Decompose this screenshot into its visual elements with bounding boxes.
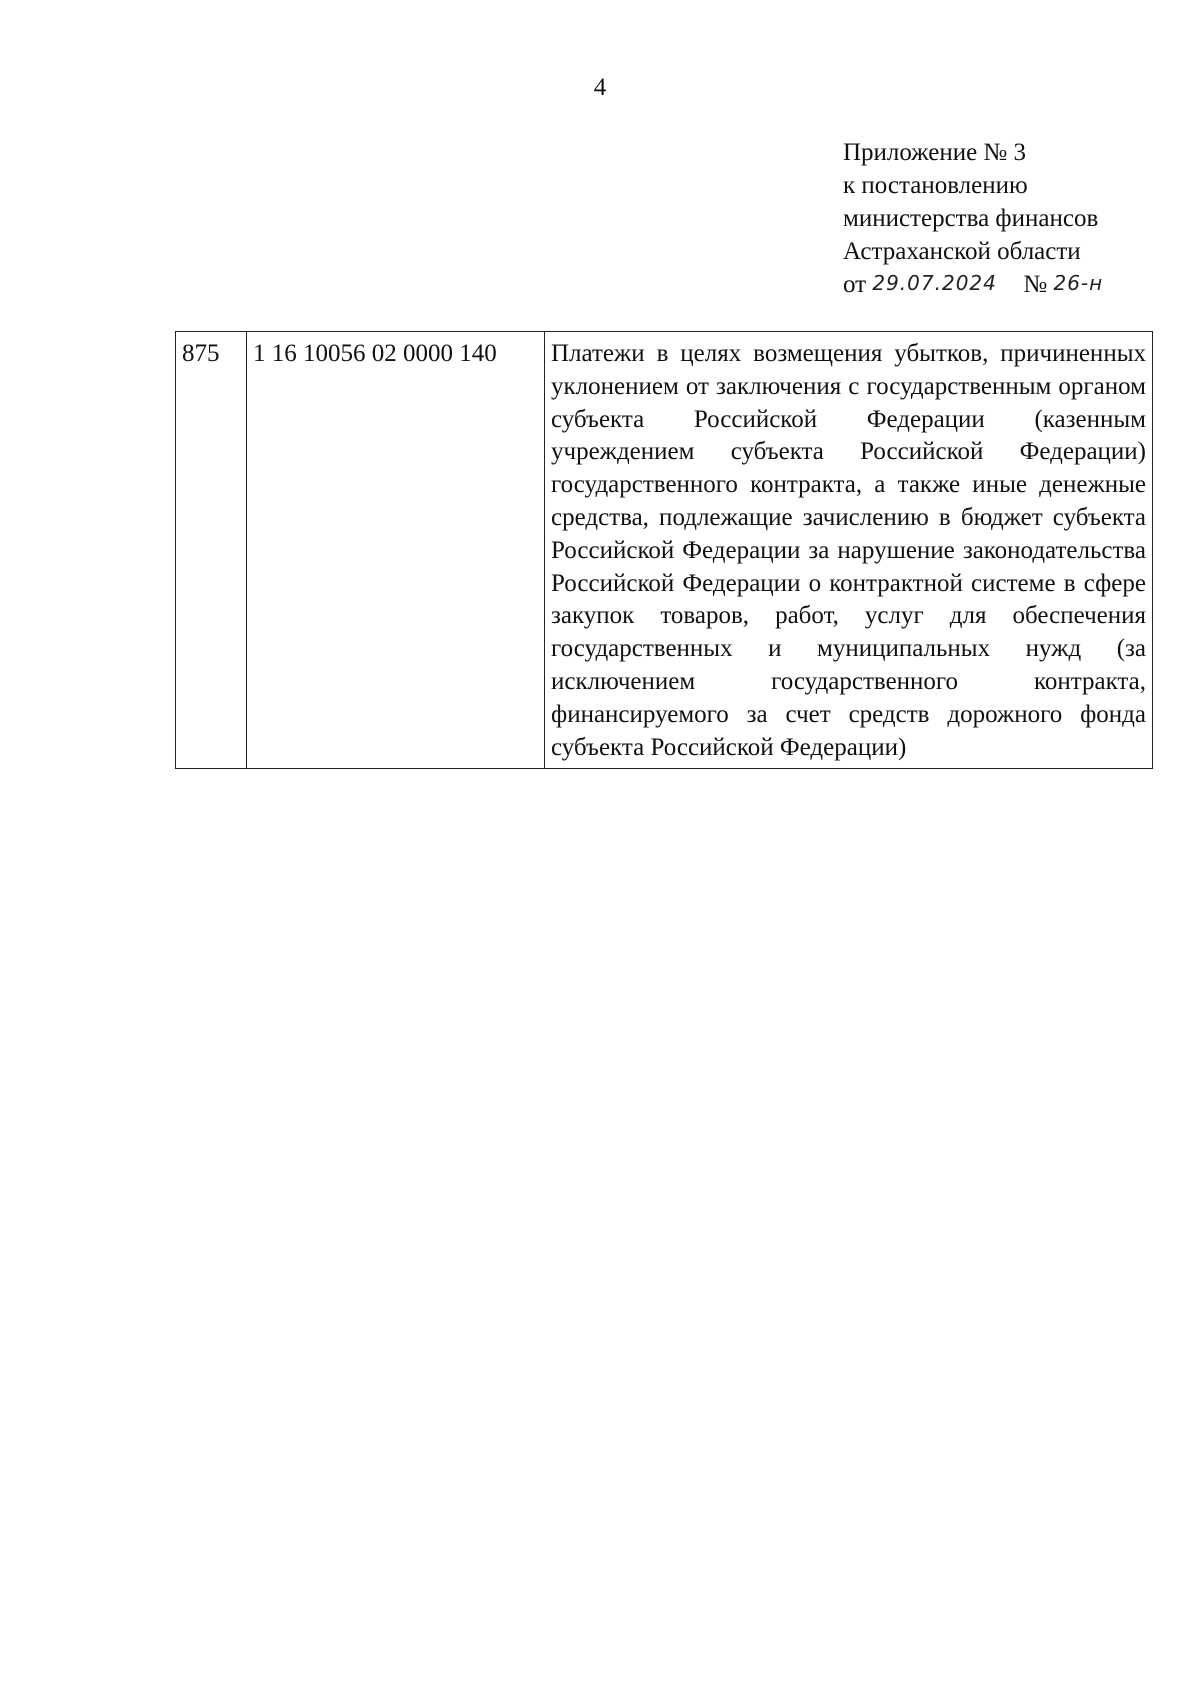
appendix-header [843,136,1163,302]
table-row [176,332,1153,769]
appendix-reference: к постановлению [843,172,1028,199]
number-prefix: № [1023,271,1048,298]
appendix-region: Астраханской области [843,238,1081,265]
admin-code-cell: 875 [176,332,247,769]
appendix-ministry: министерства финансов [843,205,1099,232]
appendix-date-line [843,268,1163,302]
budget-code-table [175,331,1153,769]
budget-code-cell: 1 16 10056 02 0000 140 [247,332,545,769]
description-cell: Платежи в целях возмещения убытков, причиненных уклонением от заключения с государственным органом субъекта Российской Федерации (казенным учреждением субъекта Российской Федерации) государственного контракта, а также иные денежные средства, подлежащие зачислению в бюджет субъекта Российской Федерации за нарушение законодательства Российской Федерации о контрактной системе в сфере закупок товаров, работ, услуг для обеспечения государственных и муниципальных нужд (за исключением государственного контракта, финансируемого за счет средств дорожного фонда субъекта Российской Федерации) [545,332,1153,769]
page-number: 4 [593,74,607,101]
date-prefix: от [843,271,867,298]
handwritten-number: 26-н [1053,271,1104,295]
handwritten-date: 29.07.2024 [872,271,997,295]
appendix-title: Приложение № 3 [843,139,1027,166]
